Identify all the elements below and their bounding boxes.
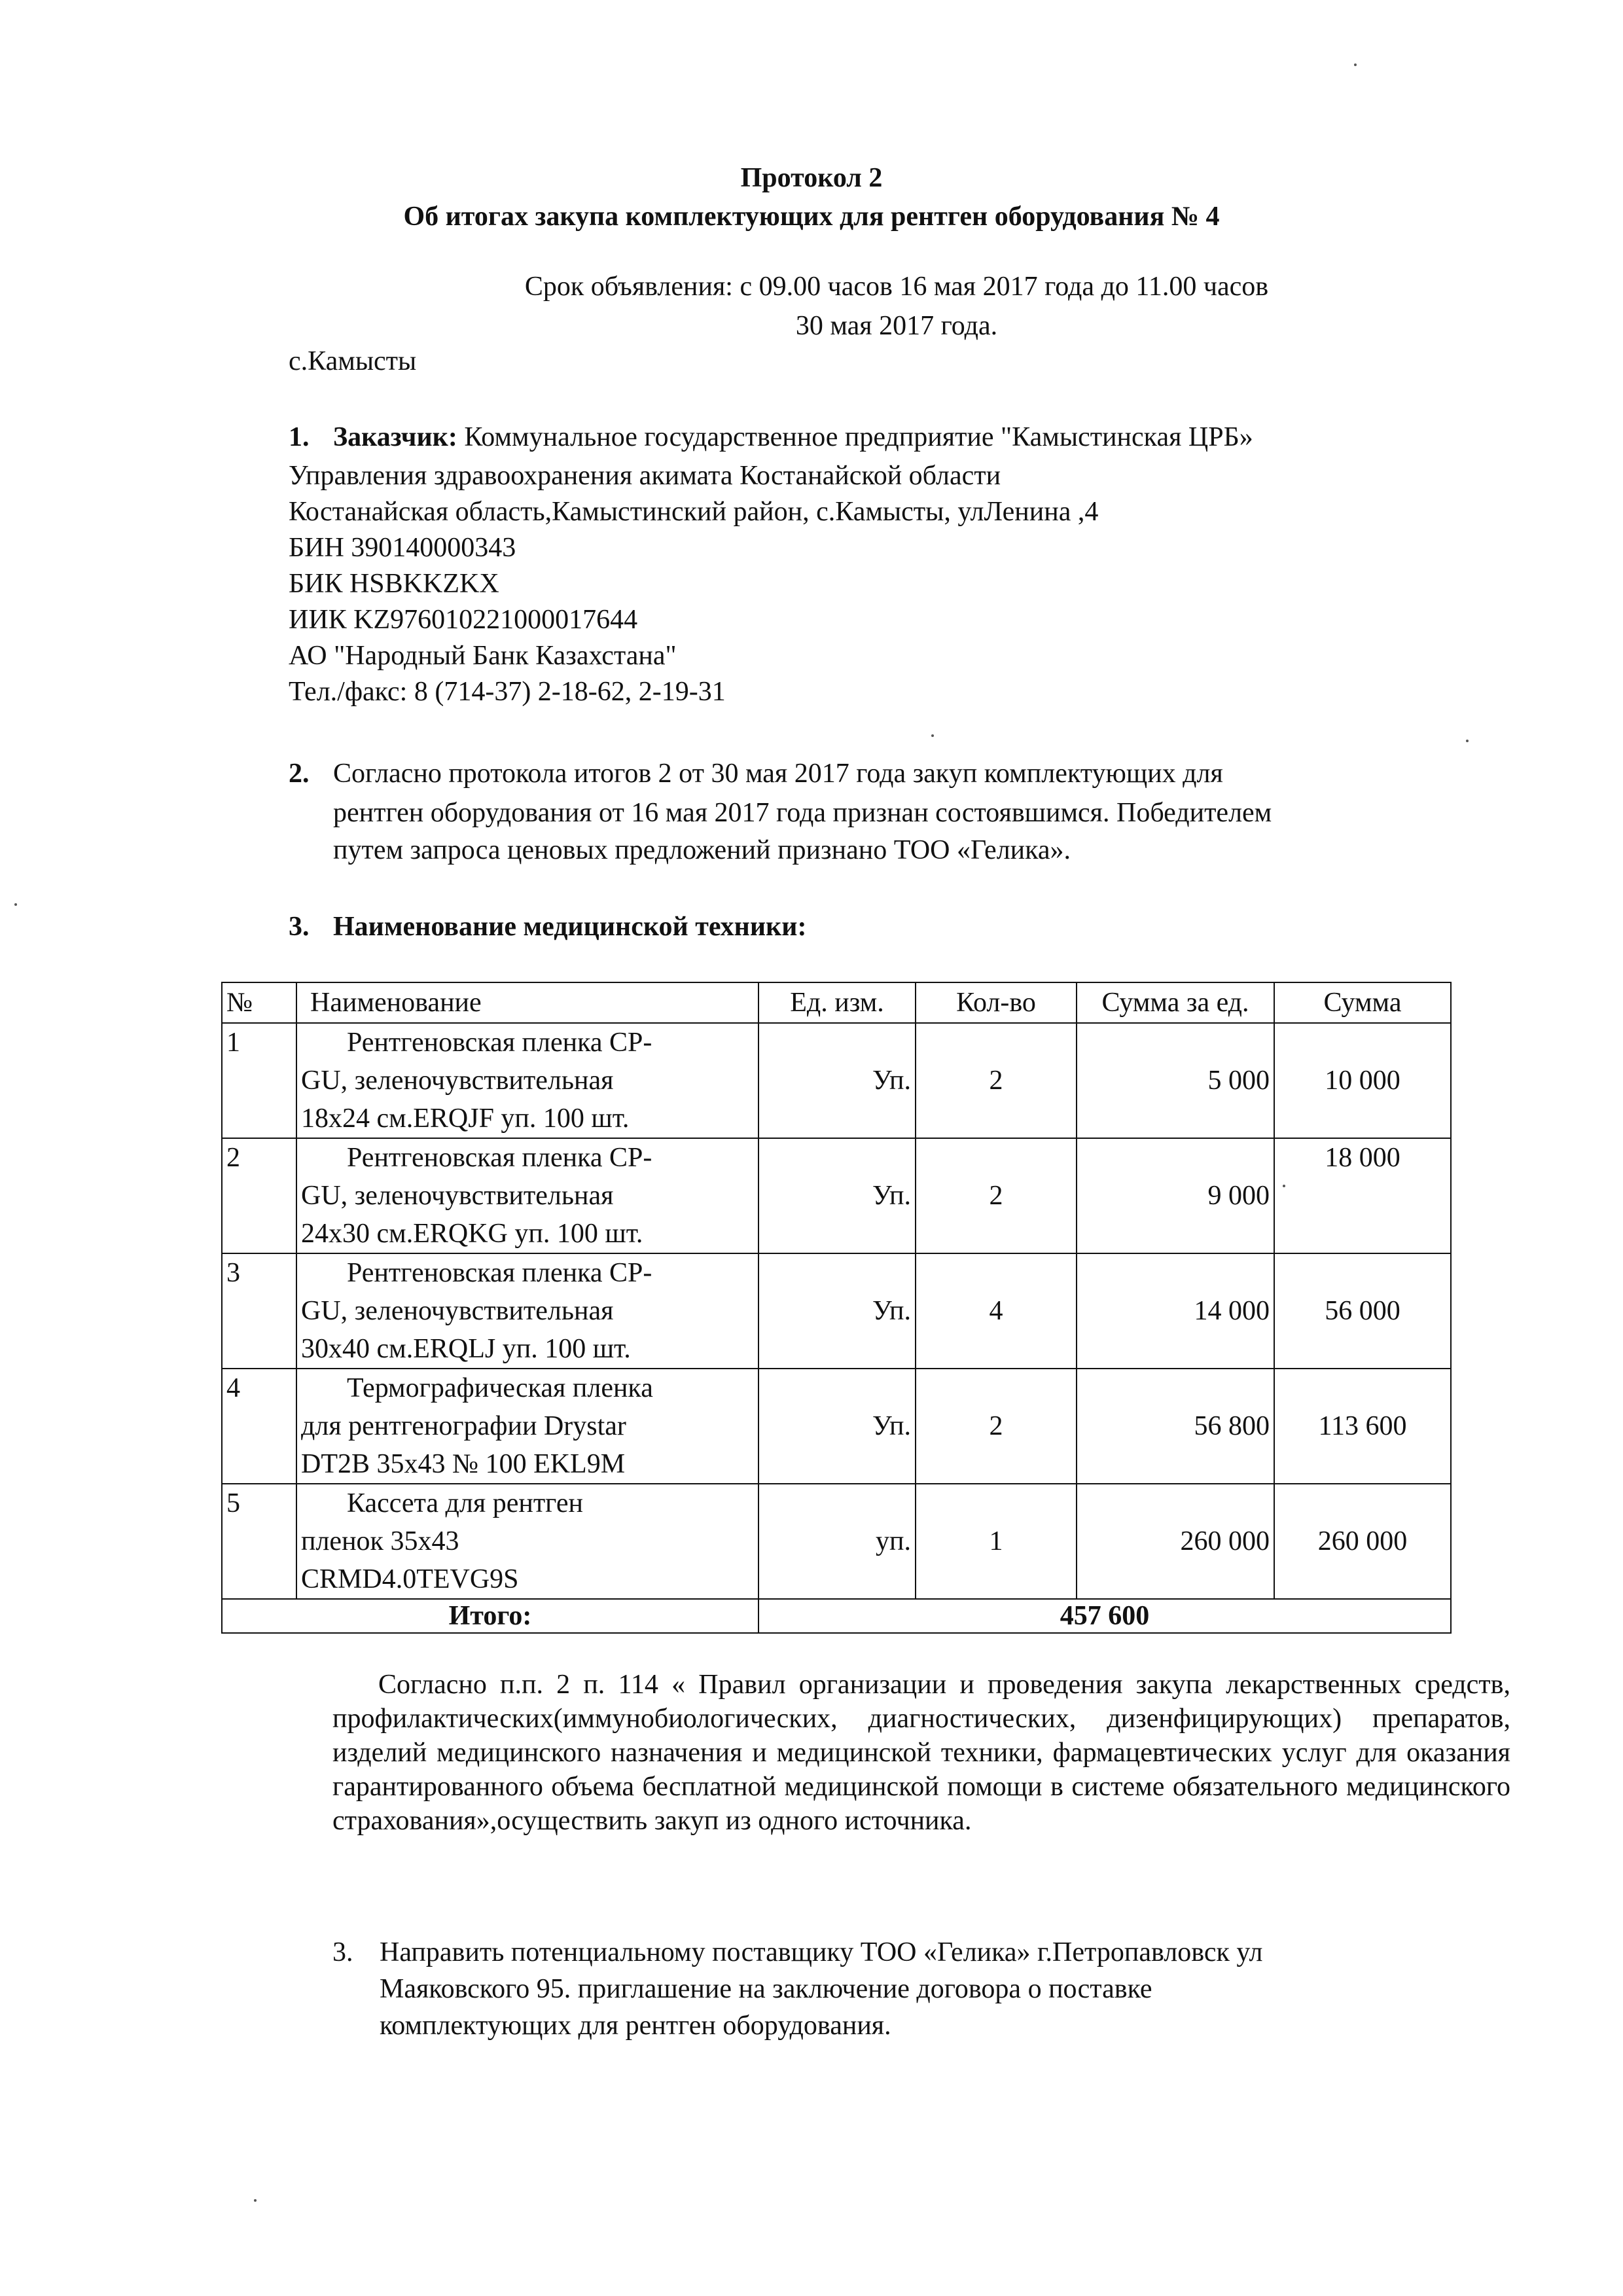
customer-bik-line: БИК HSBKKZKX (289, 569, 499, 599)
row-sum: 260 000 (1274, 1484, 1451, 1599)
row-unit: Уп. (758, 1369, 916, 1484)
table-row (222, 1253, 1451, 1369)
row-unit: Уп. (758, 1253, 916, 1369)
row-item-name: Рентгеновская пленка CP- GU, зеленочувствительная 18х24 см.ERQJF уп. 100 шт. (296, 1023, 758, 1138)
section-3-number: 3. (289, 912, 310, 942)
conclusion-item-line-2: Маяковского 95. приглашение на заключение договора о поставке (380, 1974, 1152, 2004)
row-unit-price: 5 000 (1077, 1023, 1274, 1138)
customer-phone-line: Тел./факс: 8 (714-37) 2-18-62, 2-19-31 (289, 677, 726, 707)
customer-bin-line: БИН 390140000343 (289, 533, 516, 563)
scan-speck (1354, 63, 1357, 66)
row-number: 3 (222, 1253, 296, 1369)
row-item-name: Рентгеновская пленка CP- GU, зеленочувствительная 24х30 см.ERQKG уп. 100 шт. (296, 1138, 758, 1253)
table-row (222, 1484, 1451, 1599)
scan-speck (14, 903, 17, 906)
conclusion-item-line-1: Направить потенциальному поставщику ТОО «Гелика» г.Петропавловск ул (380, 1937, 1263, 1967)
scan-speck (254, 2199, 257, 2202)
header-quantity: Кол-во (916, 982, 1077, 1023)
row-quantity: 1 (916, 1484, 1077, 1599)
row-item-name: Термографическая пленка для рентгенографии Drystar DT2B 35х43 № 100 EKL9M (296, 1369, 758, 1484)
customer-bank-line: АО "Народный Банк Казахстана" (289, 641, 677, 671)
table-header-row (222, 982, 1451, 1023)
row-number: 1 (222, 1023, 296, 1138)
goods-table (221, 982, 1452, 1634)
section-2-text-2: рентген оборудования от 16 мая 2017 года признан состоявшимся. Победителем (333, 798, 1272, 828)
place-of-issue: с.Камысты (289, 346, 417, 376)
row-sum: 18 000 (1274, 1138, 1451, 1253)
row-unit-price: 14 000 (1077, 1253, 1274, 1369)
row-unit: Уп. (758, 1023, 916, 1138)
row-sum: 113 600 (1274, 1369, 1451, 1484)
conclusion-item-line-3: комплектующих для рентген оборудования. (380, 2011, 891, 2041)
scan-speck (1283, 1185, 1285, 1187)
header-sum: Сумма (1274, 982, 1451, 1023)
header-unit: Ед. изм. (758, 982, 916, 1023)
row-unit: уп. (758, 1484, 916, 1599)
row-quantity: 2 (916, 1023, 1077, 1138)
row-quantity: 2 (916, 1369, 1077, 1484)
conclusion-item-number: 3. (332, 1937, 353, 1967)
document-title: Протокол 2 (740, 163, 883, 193)
row-number: 2 (222, 1138, 296, 1253)
table-row (222, 1138, 1451, 1253)
row-number: 5 (222, 1484, 296, 1599)
row-unit-price: 56 800 (1077, 1369, 1274, 1484)
table-total-row (222, 1599, 1451, 1633)
row-unit-price: 260 000 (1077, 1484, 1274, 1599)
section-1-label: Заказчик: (333, 422, 457, 452)
row-sum: 10 000 (1274, 1023, 1451, 1138)
scan-speck (1466, 740, 1469, 742)
section-1-heading (289, 422, 1253, 453)
announcement-period-line-2: 30 мая 2017 года. (795, 311, 998, 341)
row-quantity: 2 (916, 1138, 1077, 1253)
header-name: Наименование (296, 982, 758, 1023)
section-3-label: Наименование медицинской техники: (333, 912, 807, 942)
section-2-line-1 (289, 758, 1223, 789)
row-item-name: Кассета для рентген пленок 35х43 CRMD4.0TEVG9S (296, 1484, 758, 1599)
section-2-number: 2. (289, 759, 310, 789)
conclusion-item-3 (332, 1934, 1510, 2044)
row-unit: Уп. (758, 1138, 916, 1253)
row-number: 4 (222, 1369, 296, 1484)
section-2-text-3: путем запроса ценовых предложений признано ТОО «Гелика». (333, 835, 1071, 865)
header-number: № (222, 982, 296, 1023)
scan-speck (931, 734, 934, 737)
section-1-number: 1. (289, 422, 310, 452)
row-quantity: 4 (916, 1253, 1077, 1369)
header-unit-price: Сумма за ед. (1077, 982, 1274, 1023)
table-row (222, 1369, 1451, 1484)
section-3-heading (289, 911, 806, 942)
customer-address-line: Костанайская область,Камыстинский район, с.Камысты, улЛенина ,4 (289, 497, 1099, 527)
total-label: Итого: (222, 1599, 758, 1633)
customer-iik-line: ИИК KZ976010221000017644 (289, 605, 638, 635)
customer-name-line: Коммунальное государственное предприятие "Камыстинская ЦРБ» (464, 422, 1253, 452)
document-subtitle: Об итогах закупа комплектующих для рентген оборудования № 4 (403, 202, 1220, 232)
row-item-name: Рентгеновская пленка CP- GU, зеленочувствительная 30х40 см.ERQLJ уп. 100 шт. (296, 1253, 758, 1369)
total-value: 457 600 (758, 1599, 1451, 1633)
announcement-period-line-1: Срок объявления: с 09.00 часов 16 мая 2017 года до 11.00 часов (524, 272, 1269, 302)
table-row (222, 1023, 1451, 1138)
section-2-text-1: Согласно протокола итогов 2 от 30 мая 2017 года закуп комплектующих для (333, 759, 1223, 789)
customer-authority-line: Управления здравоохранения акимата Костанайской области (289, 461, 1001, 491)
row-sum: 56 000 (1274, 1253, 1451, 1369)
row-unit-price: 9 000 (1077, 1138, 1274, 1253)
conclusion-paragraph: Согласно п.п. 2 п. 114 « Правил организации и проведения закупа лекарственных средств, профилактических(иммунобиологических, диагностических, дизенфицирующих) препаратов, изделий медицинского назначения и медицинской техники, фармацевтических услуг для оказания гарантированного объема бесплатной медицинской помощи в системе обязательного медицинского страхования»,осуществить закуп из одного источника. (332, 1670, 1510, 1836)
